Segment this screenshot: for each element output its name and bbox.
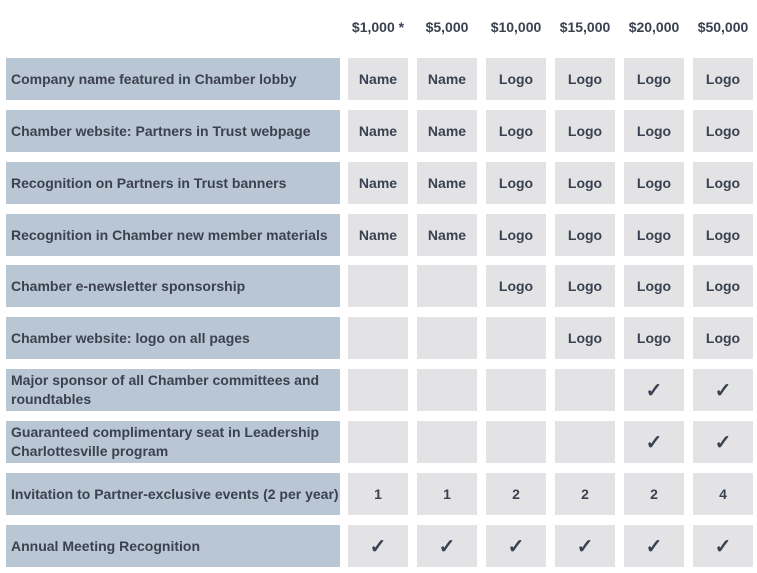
benefit-cell <box>624 369 684 411</box>
benefit-cell: Logo <box>486 214 546 256</box>
checkmark-icon: ✓ <box>645 379 663 402</box>
benefit-cell: Logo <box>555 110 615 152</box>
column-header: $5,000 <box>425 19 469 35</box>
checkmark-icon: ✓ <box>645 535 663 558</box>
checkmark-icon: ✓ <box>438 535 456 558</box>
row-label: Chamber website: Partners in Trust webpage <box>6 110 340 152</box>
benefit-cell <box>555 525 615 567</box>
benefit-cell: Name <box>417 214 477 256</box>
benefit-cell <box>624 525 684 567</box>
row-label: Company name featured in Chamber lobby <box>6 58 340 100</box>
benefit-cell: Name <box>417 58 477 100</box>
column-header: $20,000 <box>628 19 680 35</box>
benefit-cell: Logo <box>693 110 753 152</box>
benefit-cell <box>624 421 684 463</box>
benefit-cell <box>486 525 546 567</box>
column-header: $50,000 <box>697 19 749 35</box>
row-label: Major sponsor of all Chamber committees and roundtables <box>6 369 340 411</box>
benefit-cell: Logo <box>624 162 684 204</box>
benefit-cell: Name <box>348 110 408 152</box>
benefit-cell: 2 <box>486 473 546 515</box>
benefit-cell <box>693 369 753 411</box>
benefit-cell: Logo <box>486 265 546 307</box>
benefit-cell: Name <box>348 214 408 256</box>
benefit-cell <box>348 369 408 411</box>
benefit-cell: Logo <box>486 162 546 204</box>
benefit-cell: Logo <box>693 162 753 204</box>
benefit-cell <box>486 317 546 359</box>
benefit-cell: Logo <box>693 214 753 256</box>
checkmark-icon: ✓ <box>714 431 732 454</box>
row-label: Chamber website: logo on all pages <box>6 317 340 359</box>
checkmark-icon: ✓ <box>645 431 663 454</box>
benefit-cell <box>417 265 477 307</box>
benefit-cell <box>348 525 408 567</box>
benefit-cell <box>486 369 546 411</box>
benefit-cell: 1 <box>417 473 477 515</box>
benefit-cell: Logo <box>555 265 615 307</box>
benefit-cell <box>417 525 477 567</box>
column-header: $10,000 <box>490 19 542 35</box>
benefit-cell: 2 <box>624 473 684 515</box>
benefit-cell: Name <box>348 162 408 204</box>
benefit-cell <box>555 421 615 463</box>
benefit-cell: Logo <box>555 317 615 359</box>
benefit-cell: Logo <box>486 110 546 152</box>
benefit-cell: Logo <box>624 214 684 256</box>
row-label: Guaranteed complimentary seat in Leadership Charlottesville program <box>6 421 340 463</box>
benefit-cell: Logo <box>693 265 753 307</box>
benefit-cell: Logo <box>624 265 684 307</box>
benefit-cell <box>693 421 753 463</box>
benefit-cell: 4 <box>693 473 753 515</box>
row-label: Annual Meeting Recognition <box>6 525 340 567</box>
column-header: $1,000 * <box>351 19 405 35</box>
benefit-cell <box>417 421 477 463</box>
benefit-cell: Name <box>417 162 477 204</box>
benefit-cell <box>348 265 408 307</box>
checkmark-icon: ✓ <box>369 535 387 558</box>
benefit-cell: Logo <box>486 58 546 100</box>
benefit-cell: Name <box>417 110 477 152</box>
row-label: Chamber e-newsletter sponsorship <box>6 265 340 307</box>
checkmark-icon: ✓ <box>714 535 732 558</box>
benefit-cell: Logo <box>624 58 684 100</box>
checkmark-icon: ✓ <box>714 379 732 402</box>
benefit-cell: Logo <box>555 162 615 204</box>
checkmark-icon: ✓ <box>507 535 525 558</box>
benefit-cell: Name <box>348 58 408 100</box>
benefit-cell <box>555 369 615 411</box>
benefit-cell: Logo <box>693 58 753 100</box>
benefit-cell: Logo <box>624 317 684 359</box>
benefit-cell <box>693 525 753 567</box>
benefit-cell <box>417 369 477 411</box>
benefit-cell <box>417 317 477 359</box>
row-label: Recognition in Chamber new member materials <box>6 214 340 256</box>
benefit-cell <box>348 317 408 359</box>
row-label: Recognition on Partners in Trust banners <box>6 162 340 204</box>
benefit-cell <box>486 421 546 463</box>
column-header: $15,000 <box>559 19 611 35</box>
benefit-cell: 1 <box>348 473 408 515</box>
benefit-cell: 2 <box>555 473 615 515</box>
row-label: Invitation to Partner-exclusive events (2 per year) <box>6 473 340 515</box>
benefit-cell: Logo <box>624 110 684 152</box>
benefit-cell: Logo <box>555 58 615 100</box>
benefit-cell: Logo <box>555 214 615 256</box>
benefit-cell: Logo <box>693 317 753 359</box>
checkmark-icon: ✓ <box>576 535 594 558</box>
benefit-cell <box>348 421 408 463</box>
